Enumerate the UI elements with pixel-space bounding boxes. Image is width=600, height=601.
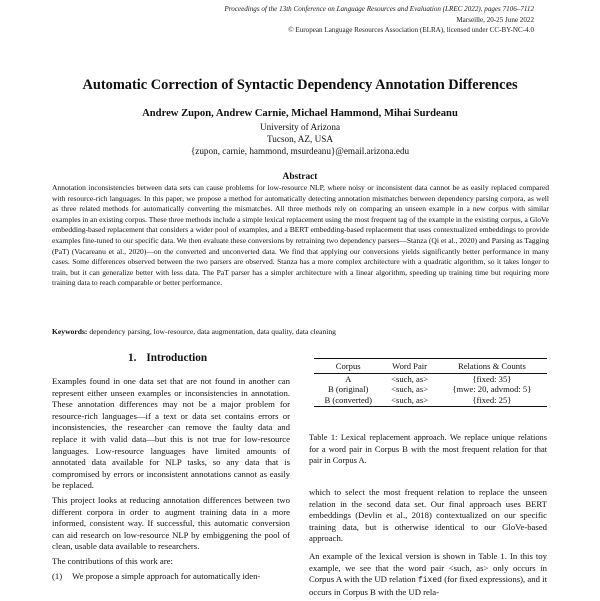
author-list: Andrew Zupon, Andrew Carnie, Michael Hammond, Mihai Surdeanu bbox=[142, 108, 458, 119]
table-row bbox=[314, 374, 547, 385]
author-emails: {zupon, carnie, hammond, msurdeanu}@email.arizona.edu bbox=[190, 146, 410, 156]
relation-code: fixed bbox=[417, 576, 442, 586]
table-cell: {fixed: 25} bbox=[437, 395, 547, 407]
item-number: (1) bbox=[52, 570, 63, 581]
body-paragraph-2 bbox=[309, 551, 547, 598]
item-text: We propose a simple approach for automatically iden- bbox=[72, 570, 261, 581]
abstract-text: Annotation inconsistencies between data sets can cause problems for low-resource NLP, where noisy or inconsistent data cannot be as easily replaced compared with resource-rich languages. In this paper, we propose a method for automatically detecting annotation mismatches between dependency parsing corpora, as well as three related methods for automatically converting the mismatches. All three methods rely on comparing an unseen example in a new corpus with similar examples in an existing corpus. These three methods include a simple lexical replacement using the most frequent tag of the example in the existing corpus, a GloVe embedding-based replacement that considers a wider pool of examples, and a BERT embedding-based replacement that uses contextualized embeddings to provide examples fine-tuned to our specific data. We then evaluate these conversions by retraining two dependency parsers—Stanza (Qi et al., 2020) and Parsing as Tagging (PaT) (Vacareanu et al., 2020)—on the converted and unconverted data. We find that applying our conversions yields significantly better performance in many cases. Some differences observed between the two parsers are observed. Stanza has a more complex architecture with a quadratic algorithm, so it takes longer to train, but it can generalize better with less data. The PaT parser has a simpler architecture with a linear algorithm, speeding up training time but requiring more training data to reach comparable or better performance. bbox=[52, 183, 549, 288]
lexical-replacement-table bbox=[314, 358, 547, 407]
table-cell: B (original) bbox=[328, 384, 369, 395]
table-cell: <such, as> bbox=[391, 374, 429, 384]
paragraph-2-start: An example of the lexical version is shown in Table 1. In this toy example, we see that the word pair <such, as> only occurs in Corpus A with the UD relation bbox=[309, 550, 547, 585]
paragraph-2-end: (for fixed expressions), and it occurs in Corpus B with the UD rela- bbox=[309, 574, 547, 597]
header-line-2: Marseille, 20-25 June 2022 bbox=[456, 15, 534, 24]
table-header-row bbox=[314, 359, 547, 374]
affiliation-location: Tucson, AZ, USA bbox=[266, 134, 334, 144]
abstract-heading: Abstract bbox=[282, 172, 318, 182]
table-cell: <such, as> bbox=[382, 395, 436, 407]
section-heading-introduction bbox=[128, 352, 207, 364]
keywords-label: Keywords: bbox=[52, 327, 88, 336]
col-header-relations: Relations & Counts bbox=[437, 359, 547, 374]
intro-paragraph-2: This project looks at reducing annotation differences between two different corpora in order to augment training data in a more informed, consistent way. If successful, this automatic conversion can aid research on low-resource NLP by embiggening the pool of clean, usable data available to researchers. bbox=[52, 494, 290, 552]
table-cell: {mwe: 20, advmod: 5} bbox=[452, 384, 532, 395]
right-column bbox=[309, 487, 547, 601]
affiliation-university: University of Arizona bbox=[259, 122, 341, 132]
keywords bbox=[52, 327, 549, 336]
table-cell: {fixed: 35} bbox=[472, 374, 512, 384]
col-header-word-pair: Word Pair bbox=[382, 359, 436, 374]
header-line-3: © European Language Resources Association (ELRA), licensed under CC-BY-NC-4.0 bbox=[288, 26, 534, 35]
table-row bbox=[314, 384, 547, 394]
table-row bbox=[314, 395, 547, 407]
table-cell: A bbox=[345, 374, 352, 384]
left-column bbox=[52, 376, 290, 585]
table-cell: <such, as> bbox=[391, 384, 429, 395]
table-caption: Table 1: Lexical replacement approach. We replace unique relations for a word pair in Corpus B with the most frequent relation for that pair in Corpus A. bbox=[309, 433, 547, 465]
header-line-1: Proceedings of the 13th Conference on Language Resources and Evaluation (LREC 2022), pages 7106–7112 bbox=[224, 5, 534, 13]
section-number: 1. bbox=[128, 352, 137, 364]
section-title: Introduction bbox=[146, 352, 208, 364]
keywords-text: dependency parsing, low-resource, data augmentation, data quality, data cleaning bbox=[87, 327, 336, 336]
intro-paragraph-1: Examples found in one data set that are not found in another can represent either unseen examples or inconsistencies in annotation. These annotation differences may not be a major problem for resource-rich languages—if a text or data set contains errors or inconsistencies, the researcher can remove the faulty data and replace it with valid data—but this is not true for low-resource languages. Low-resource languages have limited amounts of annotated data available for NLP tasks, so any data that is compromised by errors or inconsistent annotations cannot as easily be replaced. bbox=[52, 376, 290, 491]
body-paragraph-1: which to select the most frequent relation to replace the unseen relation in the second data set. Our final approach uses BERT embeddings (Devlin et al., 2018) contextualized on our specific training data, but is otherwise identical to our GloVe-based approach. bbox=[309, 487, 547, 544]
col-header-corpus: Corpus bbox=[314, 359, 382, 374]
paper-title: Automatic Correction of Syntactic Dependency Annotation Differences bbox=[82, 77, 518, 93]
intro-paragraph-3: The contributions of this work are: bbox=[52, 555, 173, 566]
contribution-item bbox=[52, 571, 290, 583]
table-cell: B (converted) bbox=[314, 395, 382, 407]
proceedings-header bbox=[224, 4, 534, 36]
